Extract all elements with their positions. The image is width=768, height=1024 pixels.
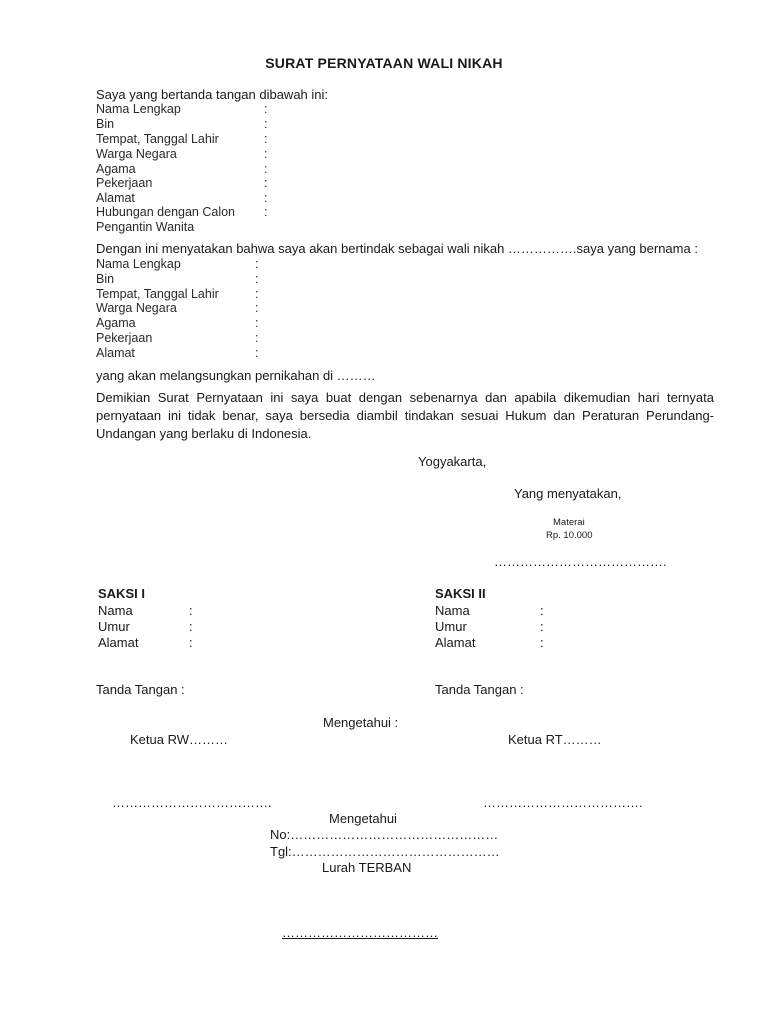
bride-field-label: Warga Negara: [96, 301, 177, 315]
witness-2-field-label: Nama: [435, 603, 470, 618]
witness-1-field-colon: :: [189, 603, 193, 618]
wali-field-colon: :: [264, 162, 268, 176]
bride-field-colon: :: [255, 346, 259, 360]
wedding-place-text: yang akan melangsungkan pernikahan di ………: [96, 368, 376, 383]
statement-text: Dengan ini menyatakan bahwa saya akan bertindak sebagai wali nikah …………….saya yang bernama :: [96, 241, 698, 256]
stamp-label: Materai: [553, 517, 585, 528]
witness-1-field-colon: :: [189, 619, 193, 634]
acknowledge-heading-2: Mengetahui: [329, 811, 397, 826]
bride-field-colon: :: [255, 272, 259, 286]
bride-field-colon: :: [255, 316, 259, 330]
wali-field-label: Pengantin Wanita: [96, 220, 195, 234]
bride-field-colon: :: [255, 287, 259, 301]
bride-field-label: Agama: [96, 316, 136, 330]
ketua-rw-label: Ketua RW………: [130, 732, 229, 747]
wali-field-colon: :: [264, 117, 268, 131]
number-line: No:…………………………………………: [270, 827, 499, 842]
bride-field-label: Bin: [96, 272, 115, 286]
bride-field-colon: :: [255, 257, 259, 271]
wali-field-colon: :: [264, 132, 268, 146]
bride-field-label: Alamat: [96, 346, 135, 360]
witness-2-field-colon: :: [540, 619, 544, 634]
wali-field-label: Nama Lengkap: [96, 102, 181, 116]
ketua-rt-label: Ketua RT………: [508, 732, 602, 747]
witness-2-field-label: Alamat: [435, 635, 476, 650]
wali-field-colon: :: [264, 191, 268, 205]
wali-field-label: Bin: [96, 117, 115, 131]
witness-1-heading: SAKSI I: [98, 586, 145, 601]
declarant-signature-line: ………………………………….: [494, 554, 667, 569]
wali-field-label: Pekerjaan: [96, 176, 153, 190]
witness-1-field-label: Umur: [98, 619, 130, 634]
witness-2-field-colon: :: [540, 603, 544, 618]
bride-field-colon: :: [255, 331, 259, 345]
date-line: Tgl:…………………………………………: [270, 844, 500, 859]
witness-1-field-label: Alamat: [98, 635, 139, 650]
witness-2-field-colon: :: [540, 635, 544, 650]
witness-2-heading: SAKSI II: [435, 586, 486, 601]
acknowledge-heading: Mengetahui :: [323, 715, 399, 730]
wali-field-colon: :: [264, 147, 268, 161]
intro-text: Saya yang bertanda tangan dibawah ini:: [96, 87, 329, 102]
wali-field-label: Agama: [96, 162, 136, 176]
stamp-value: Rp. 10.000: [546, 530, 593, 541]
bride-field-colon: :: [255, 301, 259, 315]
bride-field-label: Pekerjaan: [96, 331, 153, 345]
rt-signature-line: ……………………………….: [483, 795, 643, 810]
witness-1-signature-label: Tanda Tangan :: [96, 682, 185, 697]
lurah-label: Lurah TERBAN: [322, 860, 412, 875]
witness-2-field-label: Umur: [435, 619, 467, 634]
document-title: SURAT PERNYATAAN WALI NIKAH: [265, 55, 503, 71]
witness-1-field-label: Nama: [98, 603, 133, 618]
wali-field-label: Warga Negara: [96, 147, 177, 161]
wali-field-label: Tempat, Tanggal Lahir: [96, 132, 219, 146]
lurah-signature-line: ………………………………: [282, 925, 438, 940]
rw-signature-line: ……………………………….: [112, 795, 272, 810]
witness-1-field-colon: :: [189, 635, 193, 650]
wali-field-label: Alamat: [96, 191, 135, 205]
declarant-label: Yang menyatakan,: [514, 486, 622, 501]
wali-field-colon: :: [264, 176, 268, 190]
wali-field-label: Hubungan dengan Calon: [96, 205, 236, 219]
place-date: Yogyakarta,: [418, 454, 487, 469]
wali-field-colon: :: [264, 205, 268, 219]
closing-paragraph: Demikian Surat Pernyataan ini saya buat dengan sebenarnya dan apabila dikemudian hari ternyata pernyataan ini tidak benar, saya bersedia diambil tindakan sesuai Hukum dan Peraturan Perundang-Undangan yang berlaku di Indonesia.: [96, 390, 714, 441]
wali-field-colon: :: [264, 102, 268, 116]
witness-2-signature-label: Tanda Tangan :: [435, 682, 524, 697]
bride-field-label: Nama Lengkap: [96, 257, 181, 271]
bride-field-label: Tempat, Tanggal Lahir: [96, 287, 219, 301]
